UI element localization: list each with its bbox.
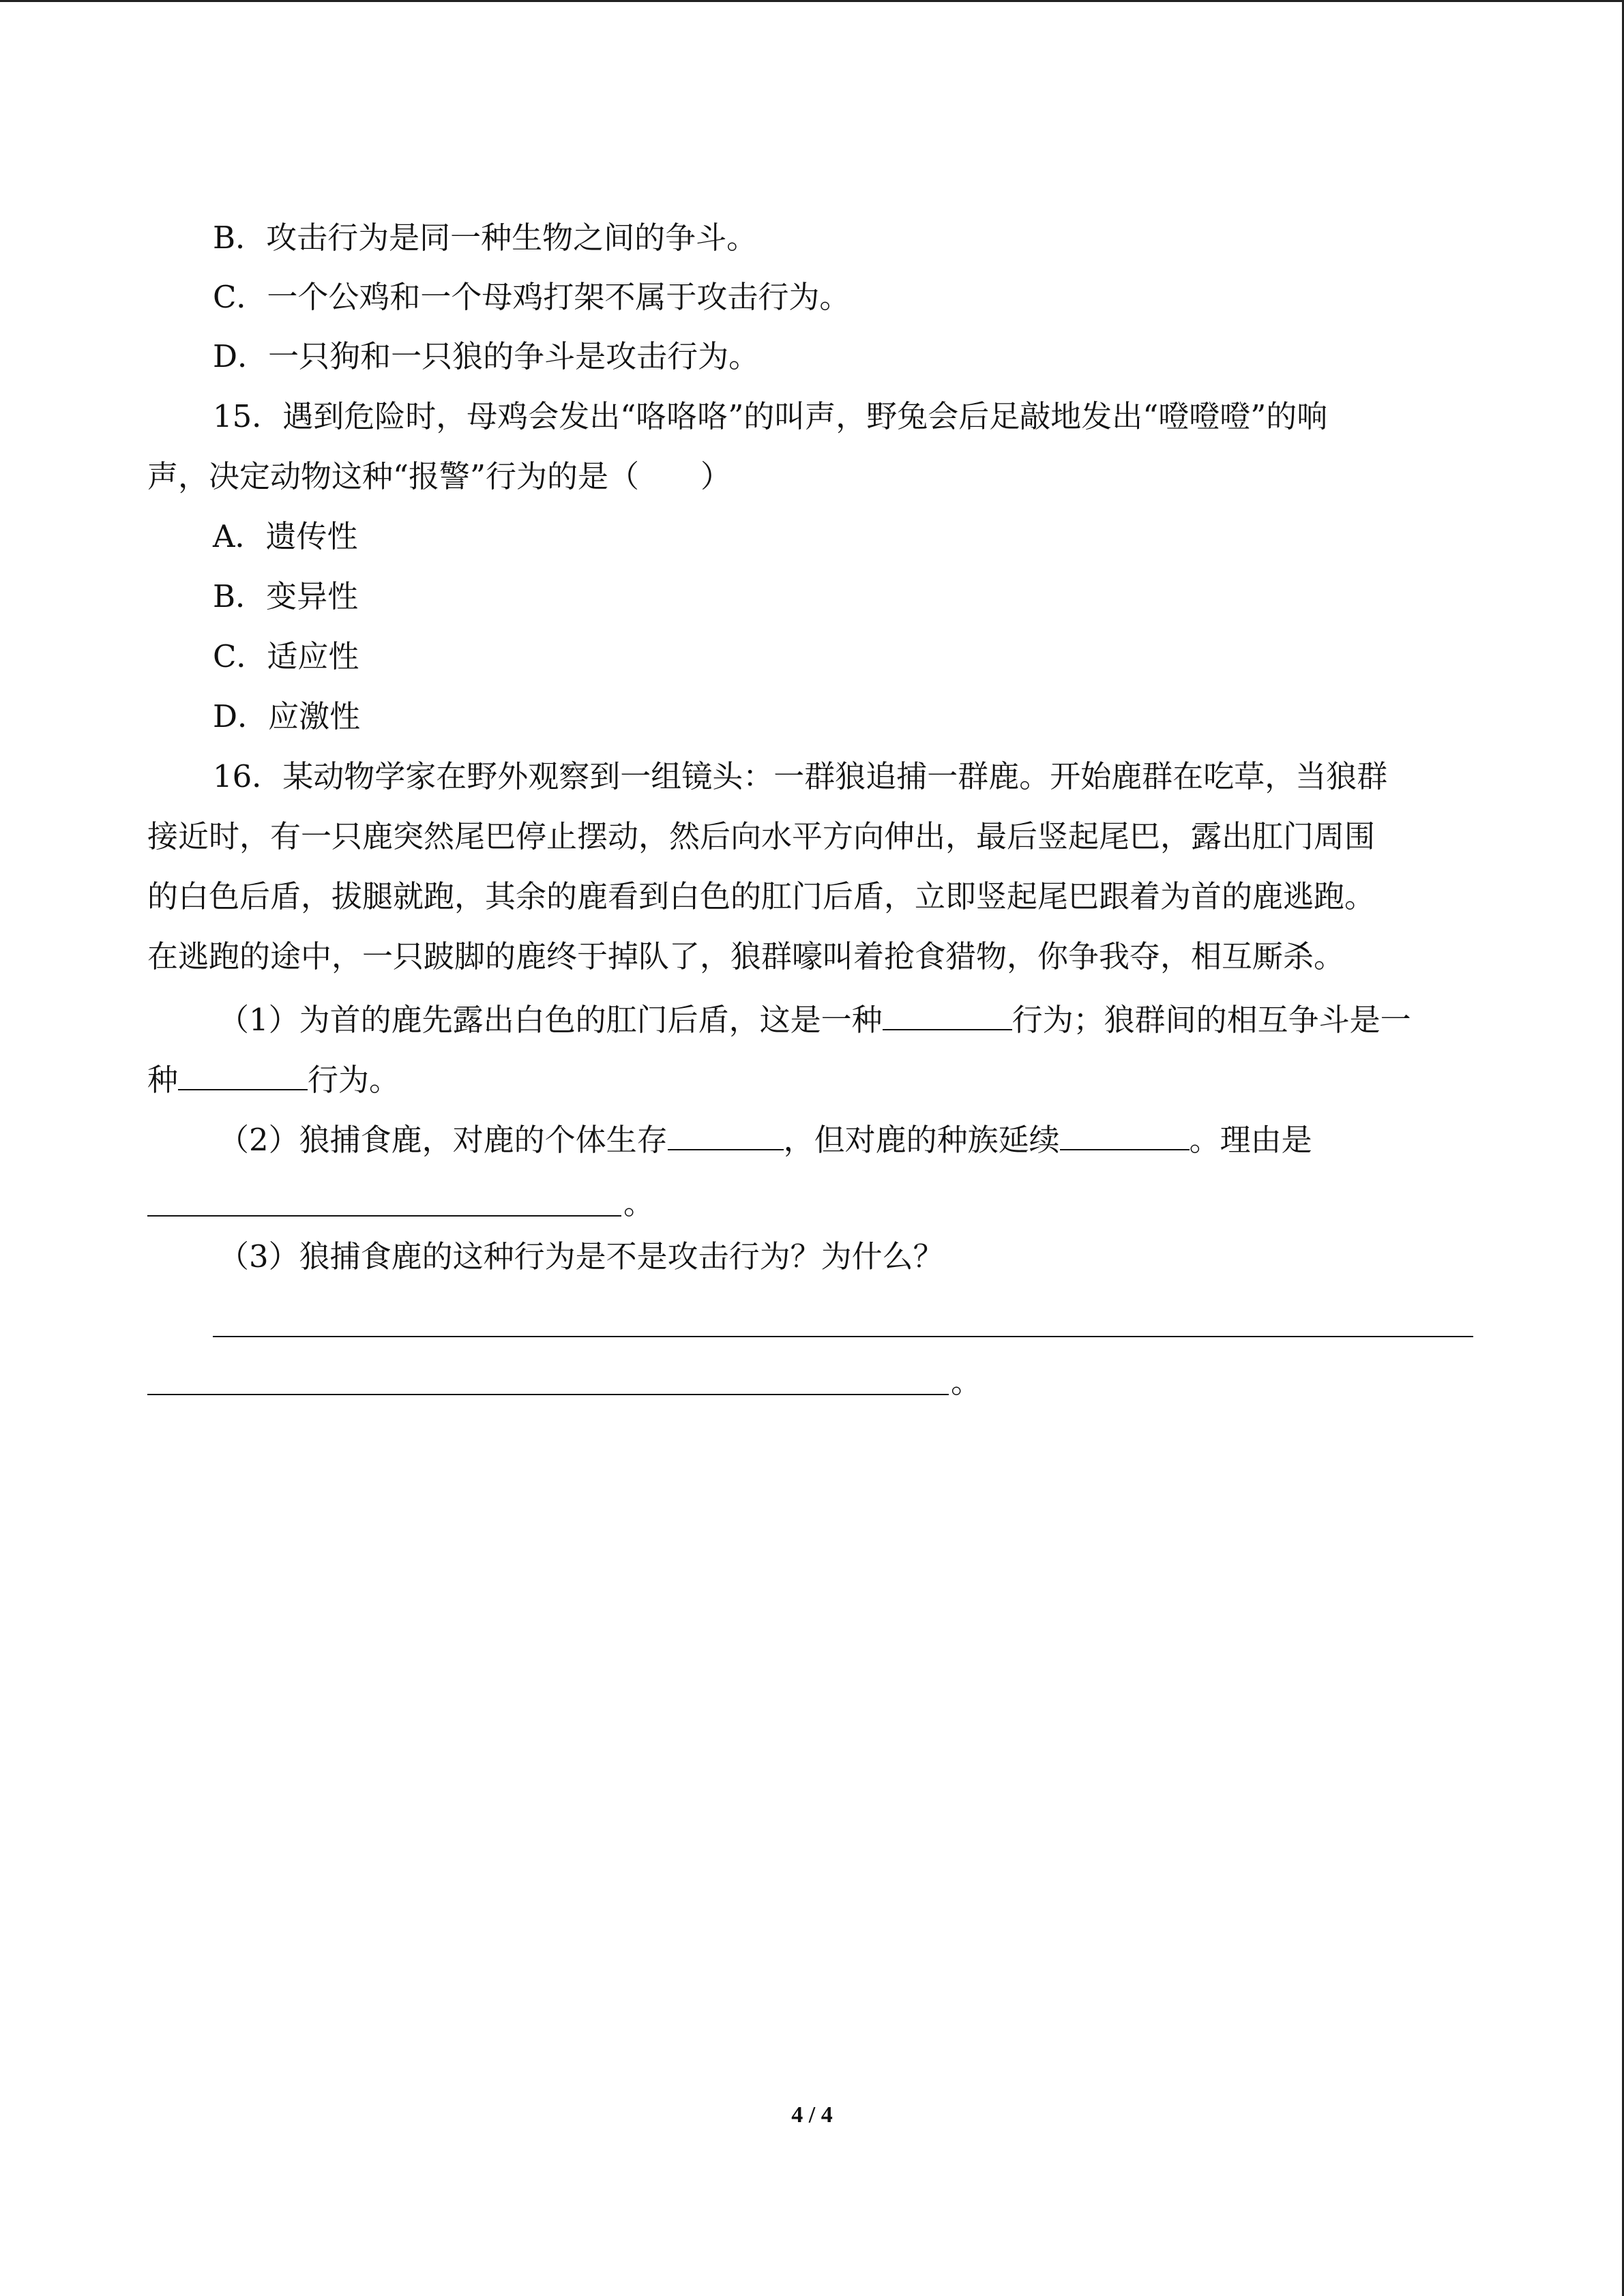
q16-sub1-text-d: 行为。: [308, 1062, 400, 1098]
q16-sub2-answer-line[interactable]: [147, 1215, 621, 1217]
q16-sub2-text-b: ，但对鹿的种族延续: [783, 1122, 1060, 1158]
q16-sub2-blank-1[interactable]: [668, 1116, 784, 1150]
q16-sub1-text-a: （1）为首的鹿先露出白色的肛门后盾，这是一种: [218, 1002, 883, 1038]
q16-sub2-text-a: （2）狼捕食鹿，对鹿的个体生存: [218, 1122, 668, 1158]
q16-sub3-answer-line-1[interactable]: [213, 1336, 1473, 1337]
q15-option-b: B．变异性: [213, 578, 359, 614]
q16-stem-line-1: 16．某动物学家在野外观察到一组镜头：一群狼追捕一群鹿。开始鹿群在吃草，当狼群: [213, 758, 1388, 794]
q16-sub2-text-c: 。理由是: [1189, 1122, 1312, 1158]
q16-sub3-answer-line-2[interactable]: [147, 1394, 949, 1395]
q15-stem-line-1: 15．遇到危险时，母鸡会发出“咯咯咯”的叫声，野兔会后足敲地发出“噔噔噔”的响: [213, 398, 1328, 434]
q16-sub1-text-c: 种: [147, 1062, 179, 1098]
q14-option-b: B．攻击行为是同一种生物之间的争斗。: [213, 220, 758, 256]
q15-option-d: D．应激性: [213, 698, 361, 734]
q16-sub1-blank-2[interactable]: [178, 1056, 308, 1090]
q15-option-a: A．遗传性: [213, 518, 358, 554]
q16-stem-line-2: 接近时，有一只鹿突然尾巴停止摆动，然后向水平方向伸出，最后竖起尾巴，露出肛门周围: [147, 818, 1376, 854]
q16-sub1-blank-1[interactable]: [883, 996, 1012, 1030]
q16-stem-line-4: 在逃跑的途中，一只跛脚的鹿终于掉队了，狼群嚎叫着抢食猎物，你争我夺，相互厮杀。: [147, 938, 1345, 974]
q14-option-d: D．一只狗和一只狼的争斗是攻击行为。: [213, 338, 760, 374]
q16-sub2-end-mark: 。: [623, 1185, 655, 1221]
q16-sub2-line-1: [218, 1116, 1312, 1161]
q16-sub2-blank-2[interactable]: [1060, 1116, 1190, 1150]
q16-stem-line-3: 的白色后盾，拔腿就跑，其余的鹿看到白色的肛门后盾，立即竖起尾巴跟着为首的鹿逃跑。: [147, 878, 1376, 914]
q16-sub1-text-b: 行为；狼群间的相互争斗是一: [1012, 1002, 1411, 1038]
page-number: 4 / 4: [791, 2102, 833, 2128]
q14-option-c: C．一个公鸡和一个母鸡打架不属于攻击行为。: [213, 279, 851, 315]
q15-option-c: C．适应性: [213, 638, 359, 674]
q16-sub1-line-2: [147, 1056, 400, 1101]
q15-stem-line-2: 声，决定动物这种“报警”行为的是（ ）: [147, 458, 732, 494]
q16-sub3-end-mark: 。: [951, 1364, 982, 1400]
q16-sub3-question: （3）狼捕食鹿的这种行为是不是攻击行为？为什么？: [218, 1238, 944, 1274]
q16-sub1-line-1: [218, 996, 1411, 1041]
